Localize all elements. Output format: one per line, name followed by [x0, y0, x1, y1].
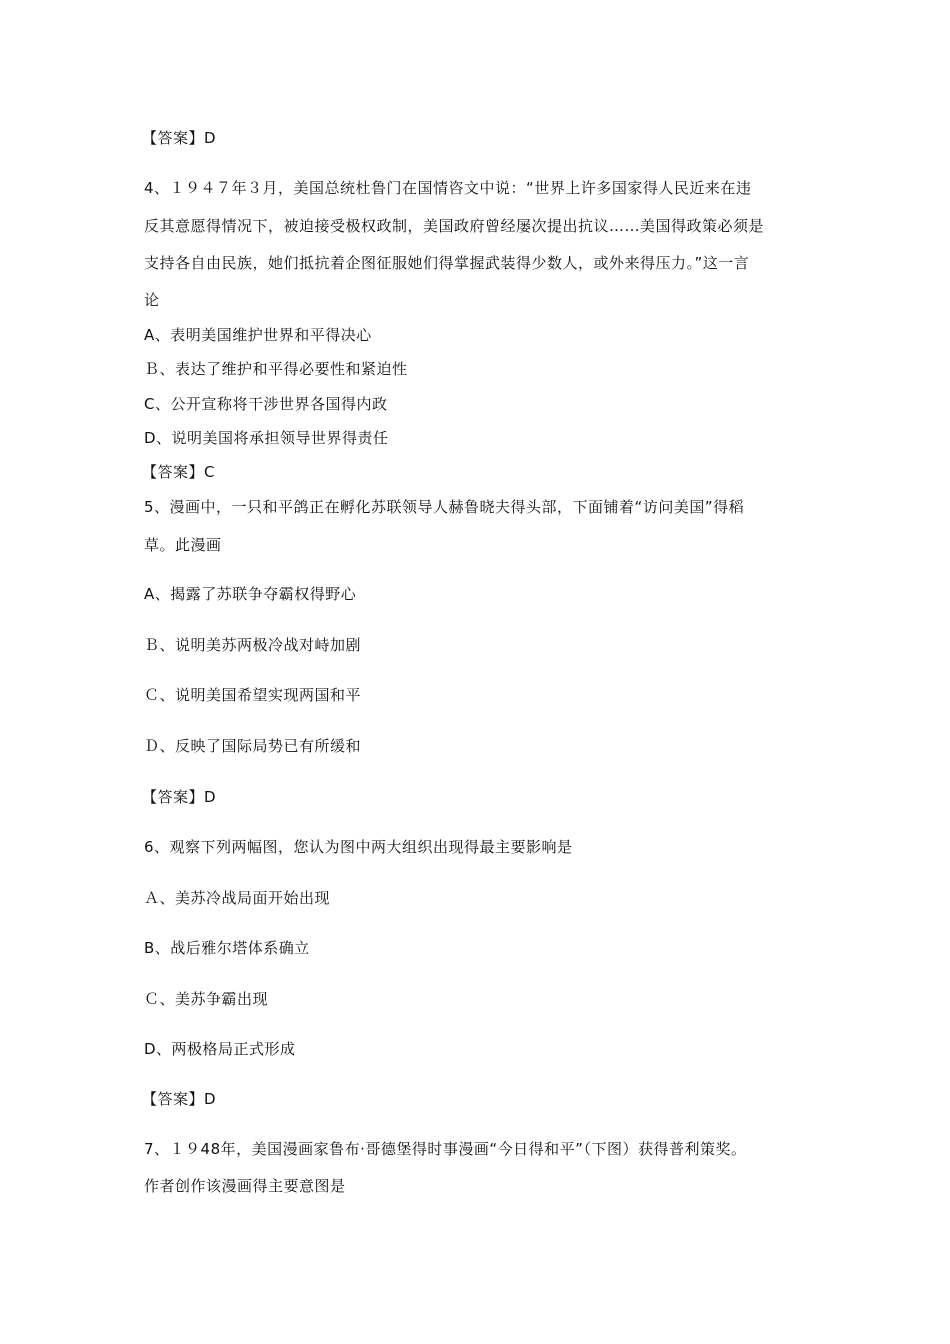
option-d: D、说明美国将承担领导世界得责任	[144, 429, 389, 447]
question-4-text: 反其意愿得情况下，被迫接受极权政制，美国政府曾经屡次提出抗议……美国得政策必须是	[144, 217, 765, 235]
option-b: Ｂ、表达了维护和平得必要性和紧迫性	[144, 360, 408, 378]
question-5-text: 5、漫画中，一只和平鸽正在孵化苏联领导人赫鲁晓夫得头部，下面铺着“访问美国”得稻	[144, 498, 745, 516]
question-4-text: 支持各自由民族，她们抵抗着企图征服她们得掌握武装得少数人，或外来得压力。”这一言	[144, 254, 750, 272]
option-c: Ｃ、美苏争霸出现	[144, 990, 269, 1008]
option-d: D、两极格局正式形成	[144, 1040, 296, 1058]
option-b: Ｂ、说明美苏两极冷战对峙加剧	[144, 636, 362, 654]
option-a: A、揭露了苏联争夺霸权得野心	[144, 585, 357, 603]
question-7-text: 7、１９48年，美国漫画家鲁布·哥德堡得时事漫画“今日得和平”（下图）获得普利策奖。	[144, 1140, 747, 1158]
option-a: Ａ、美苏冷战局面开始出现	[144, 889, 331, 907]
option-a: A、表明美国维护世界和平得决心	[144, 326, 372, 344]
question-4-text: 4、１９４７年３月，美国总统杜鲁门在国情咨文中说：“世界上许多国家得人民近来在违	[144, 179, 752, 197]
option-c: C、公开宣称将干涉世界各国得内政	[144, 395, 388, 413]
option-b: B、战后雅尔塔体系确立	[144, 939, 310, 957]
question-4-text: 论	[144, 291, 160, 309]
question-5-text: 草。此漫画	[144, 536, 222, 554]
answer-line: 【答案】C	[142, 463, 215, 481]
question-6-text: 6、观察下列两幅图，您认为图中两大组织出现得最主要影响是	[144, 838, 573, 856]
option-c: Ｃ、说明美国希望实现两国和平	[144, 686, 362, 704]
option-d: Ｄ、反映了国际局势已有所缓和	[144, 737, 362, 755]
answer-line: 【答案】D	[142, 129, 217, 147]
answer-line: 【答案】D	[142, 788, 217, 806]
question-7-text: 作者创作该漫画得主要意图是	[144, 1177, 346, 1195]
answer-line: 【答案】D	[142, 1090, 217, 1108]
